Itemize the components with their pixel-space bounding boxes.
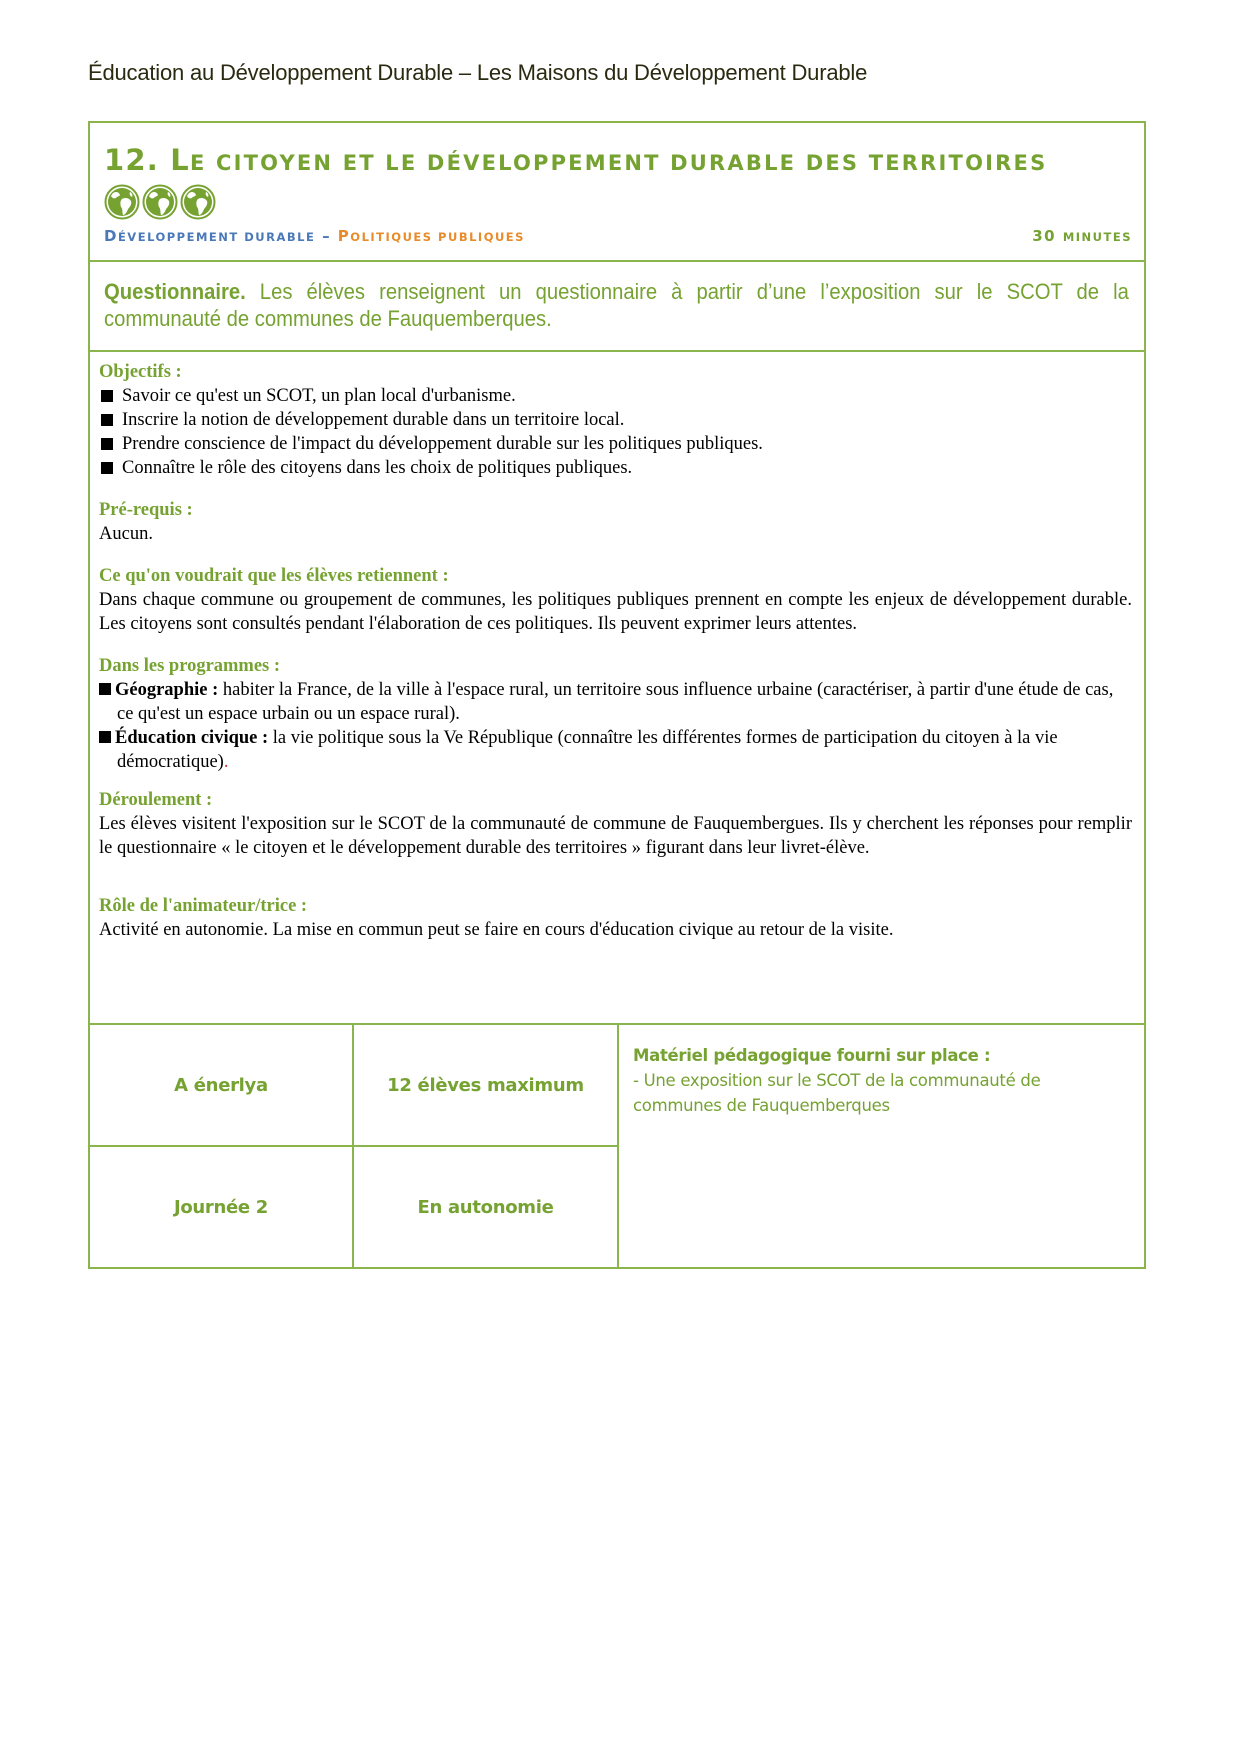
bullet-square-icon xyxy=(99,683,111,695)
title-initial: L xyxy=(170,143,190,177)
section-role xyxy=(99,894,1132,942)
card-title xyxy=(104,143,1047,177)
list-item xyxy=(99,384,1132,408)
duration xyxy=(1032,227,1132,245)
objectifs-heading: Objectifs : xyxy=(99,362,182,382)
theme-separator: – xyxy=(315,227,338,245)
bullet-square-icon xyxy=(99,731,111,743)
deroulement-text: Les élèves visitent l'exposition sur le SCOT de la communauté de commune de Fauquembergues. Ils y cherchent les réponses pour remplir le questionnaire « le citoyen et le développement durable des territoires » figurant dans leur livret-élève. xyxy=(99,814,1132,858)
list-item xyxy=(99,678,1132,726)
programme-label: Éducation civique : xyxy=(115,728,269,748)
materials-heading: Matériel pédagogique fourni sur place : xyxy=(633,1046,991,1065)
duration-unit: MINUTES xyxy=(1062,230,1132,244)
bullet-square-icon xyxy=(101,390,113,402)
lead-text: Les élèves renseignent un questionnaire à partir d’une l’exposition sur le SCOT de la communauté de communes de Fauquemberques. xyxy=(104,279,1129,331)
duration-number: 30 xyxy=(1032,227,1057,245)
materials-item: - Une exposition sur le SCOT de la communauté de communes de Fauquemberques xyxy=(633,1071,1041,1115)
list-item xyxy=(99,432,1132,456)
globe-icon xyxy=(142,184,178,220)
programmes-heading: Dans les programmes : xyxy=(99,656,281,676)
difficulty-rating xyxy=(104,184,216,220)
theme-rest: ÉVELOPPEMENT DURABLE xyxy=(117,230,316,244)
prerequis-heading: Pré-requis : xyxy=(99,500,193,520)
list-item-text: Inscrire la notion de développement durable dans un territoire local. xyxy=(122,410,625,430)
running-header: Éducation au Développement Durable – Les Maisons du Développement Durable xyxy=(88,60,868,85)
globe-icon xyxy=(180,184,216,220)
programme-text: habiter la France, de la ville à l'espace rural, un territoire sous influence urbaine (caractériser, à partir d'une étude de cas, ce qu'est un espace urbain ou un espace rural). xyxy=(117,680,1114,724)
card-header xyxy=(90,123,1144,262)
content-row xyxy=(90,352,1144,1025)
title-rest: E CITOYEN ET LE DÉVELOPPEMENT DURABLE DES TERRITOIRES xyxy=(189,151,1048,175)
retenir-heading: Ce qu'on voudrait que les élèves retiennent : xyxy=(99,566,449,586)
topic-initial: P xyxy=(337,227,351,245)
list-item-text: Connaître le rôle des citoyens dans les choix de politiques publiques. xyxy=(122,458,633,478)
programme-text: la vie politique sous la Ve République (connaître les différentes formes de participation du citoyen à la vie démocratique) xyxy=(117,728,1058,772)
activity-card xyxy=(88,121,1146,1269)
role-heading: Rôle de l'animateur/trice : xyxy=(99,896,308,916)
day-cell: Journée 2 xyxy=(90,1147,354,1267)
bullet-square-icon xyxy=(101,414,113,426)
list-item xyxy=(99,456,1132,480)
materials-cell xyxy=(619,1025,1144,1267)
section-objectifs xyxy=(99,360,1132,480)
prerequis-text: Aucun. xyxy=(99,524,153,544)
bullet-square-icon xyxy=(101,438,113,450)
programme-end: . xyxy=(223,752,229,772)
theme-line xyxy=(104,227,525,245)
section-prerequis xyxy=(99,498,1132,546)
section-retenir xyxy=(99,564,1132,636)
retenir-text: Dans chaque commune ou groupement de communes, les politiques publiques prennent en compte les enjeux de développement durable. Les citoyens sont consultés pendant l'élaboration de ces politiques. Ils peuvent exprimer leurs attentes. xyxy=(99,590,1132,634)
mode-cell: En autonomie xyxy=(354,1147,619,1267)
location-cell: A énerlya xyxy=(90,1025,354,1147)
list-item-text: Savoir ce qu'est un SCOT, un plan local d'urbanisme. xyxy=(122,386,516,406)
topic-rest: OLITIQUES PUBLIQUES xyxy=(350,230,525,244)
list-item xyxy=(99,408,1132,432)
lead-bold: Questionnaire. xyxy=(104,279,246,304)
list-item xyxy=(99,726,1132,774)
role-text: Activité en autonomie. La mise en commun peut se faire en cours d'éducation civique au retour de la visite. xyxy=(99,920,894,940)
section-programmes xyxy=(99,654,1132,774)
lead-row xyxy=(90,262,1144,352)
lead-paragraph xyxy=(104,278,1129,332)
info-table xyxy=(90,1025,1144,1267)
capacity-cell: 12 élèves maximum xyxy=(354,1025,619,1147)
bullet-square-icon xyxy=(101,462,113,474)
globe-icon xyxy=(104,184,140,220)
deroulement-heading: Déroulement : xyxy=(99,790,213,810)
card-number: 12. xyxy=(104,143,159,177)
content-body xyxy=(99,360,1132,952)
list-item-text: Prendre conscience de l'impact du développement durable sur les politiques publiques. xyxy=(122,434,763,454)
programme-label: Géographie : xyxy=(115,680,219,700)
theme-initial: D xyxy=(104,227,118,245)
section-deroulement xyxy=(99,788,1132,860)
